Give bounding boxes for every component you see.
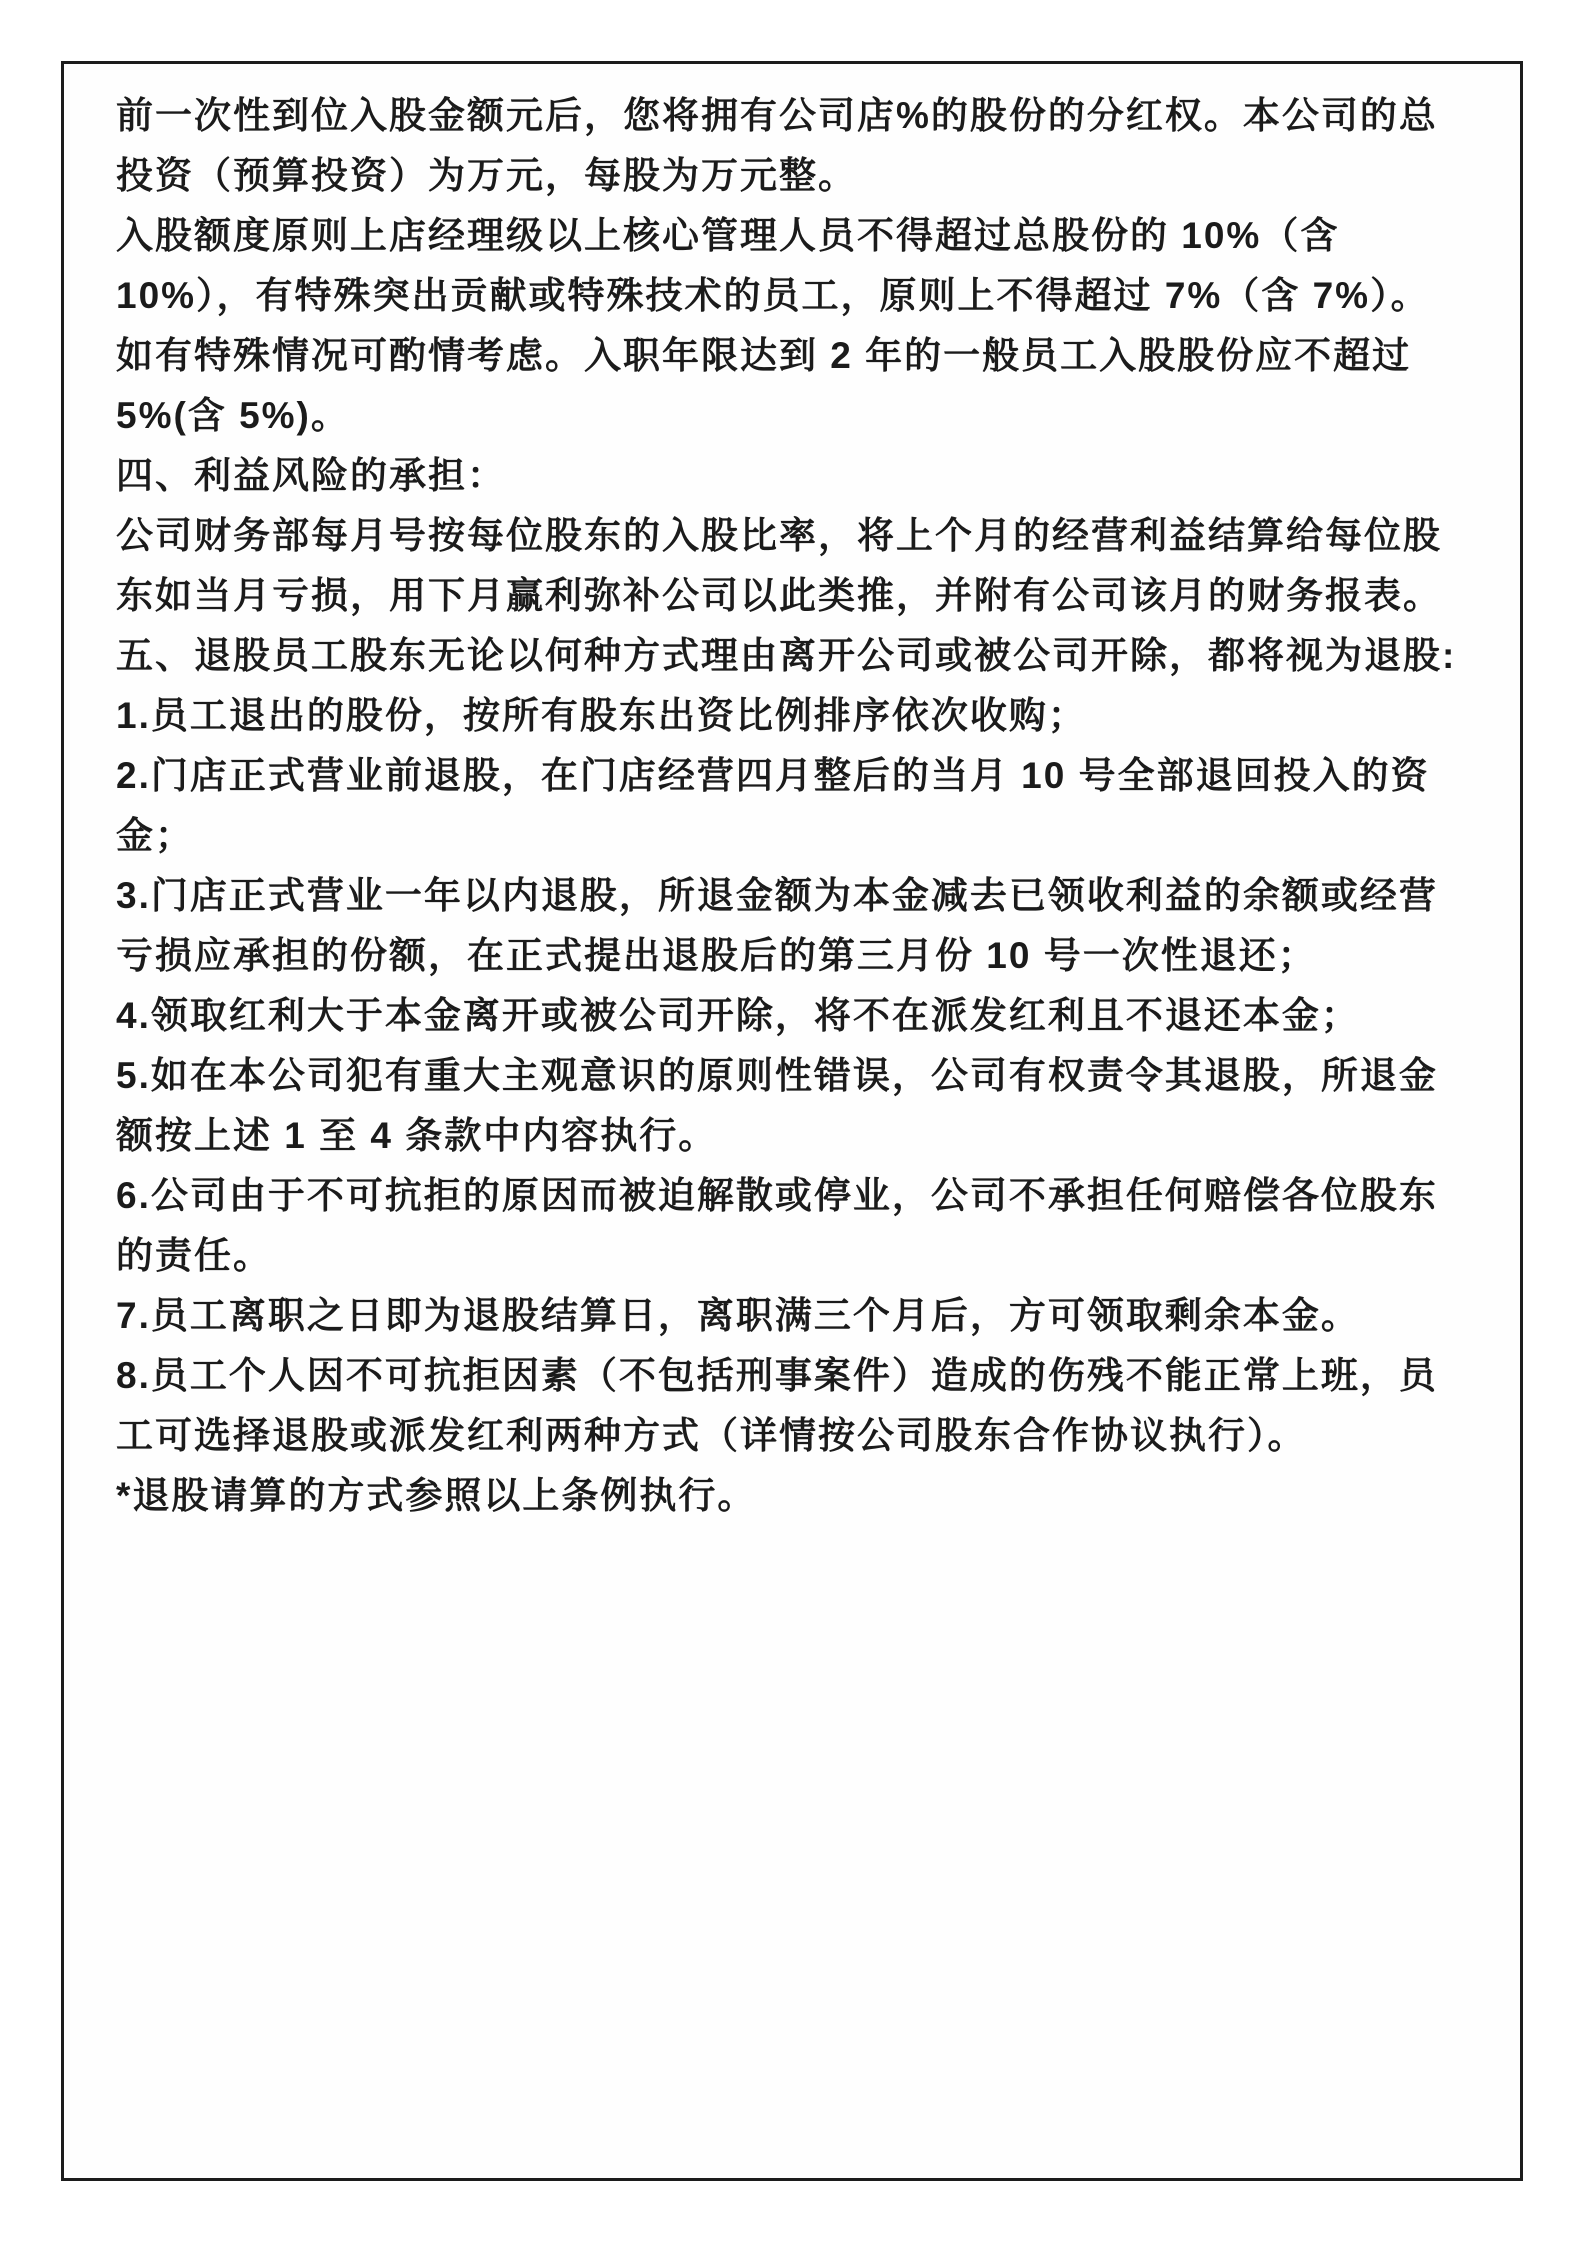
list-item-line: 4.领取红利大于本金离开或被公司开除，将不在派发红利且不退还本金； (116, 995, 1360, 1036)
footnote-line: *退股请算的方式参照以上条例执行。 (116, 1475, 757, 1516)
text-line: 入股额度原则上店经理级以上核心管理人员不得超过总股份的 10%（含 (116, 215, 1340, 256)
text-line: 公司财务部每月号按每位股东的入股比率，将上个月的经营利益结算给每位股 (116, 515, 1442, 556)
document-page-border (61, 61, 1523, 2181)
text-line: 前一次性到位入股金额元后，您将拥有公司店%的股份的分红权。本公司的总 (116, 95, 1438, 136)
list-item-line: 的责任。 (116, 1235, 272, 1276)
list-item-line: 8.员工个人因不可抗拒因素（不包括刑事案件）造成的伤残不能正常上班，员 (116, 1355, 1438, 1396)
text-line: 东如当月亏损，用下月赢利弥补公司以此类推，并附有公司该月的财务报表。 (116, 575, 1442, 616)
list-item-line: 6.公司由于不可抗拒的原因而被迫解散或停业，公司不承担任何赔偿各位股东 (116, 1175, 1438, 1216)
list-item-line: 亏损应承担的份额，在正式提出退股后的第三月份 10 号一次性退还； (116, 935, 1317, 976)
list-item-line: 2.门店正式营业前退股，在门店经营四月整后的当月 10 号全部退回投入的资 (116, 755, 1430, 796)
text-line: 投资（预算投资）为万元，每股为万元整。 (116, 155, 857, 196)
list-item-line: 1.员工退出的股份，按所有股东出资比例排序依次收购； (116, 695, 1087, 736)
section-heading-line: 五、退股员工股东无论以何种方式理由离开公司或被公司开除，都将视为退股: (116, 635, 1457, 676)
text-line: 10%），有特殊突出贡献或特殊技术的员工，原则上不得超过 7%（含 7%）。 (116, 275, 1430, 316)
text-line: 如有特殊情况可酌情考虑。入职年限达到 2 年的一般员工入股股份应不超过 (116, 335, 1412, 376)
list-item-line: 7.员工离职之日即为退股结算日，离职满三个月后，方可领取剩余本金。 (116, 1295, 1360, 1336)
text-line: 5%(含 5%)。 (116, 395, 350, 436)
list-item-line: 工可选择退股或派发红利两种方式（详情按公司股东合作协议执行）。 (116, 1415, 1307, 1456)
list-item-line: 额按上述 1 至 4 条款中内容执行。 (116, 1115, 718, 1156)
list-item-line: 金； (116, 815, 194, 856)
list-item-line: 5.如在本公司犯有重大主观意识的原则性错误，公司有权责令其退股，所退金 (116, 1055, 1438, 1096)
section-heading-line: 四、利益风险的承担： (116, 455, 506, 496)
document-content (116, 86, 1484, 1526)
list-item-line: 3.门店正式营业一年以内退股，所退金额为本金减去已领收利益的余额或经营 (116, 875, 1438, 916)
